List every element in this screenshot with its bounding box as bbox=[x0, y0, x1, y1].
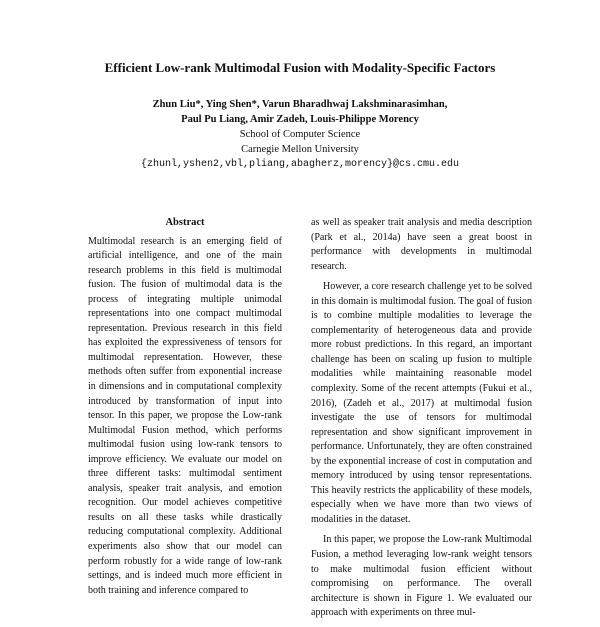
author-block bbox=[40, 97, 560, 172]
author-emails: {zhunl,yshen2,vbl,pliang,abagherz,morency}@cs.cmu.edu bbox=[140, 159, 460, 170]
affiliation-line-1: School of Computer Science bbox=[239, 129, 361, 140]
left-column bbox=[88, 216, 282, 598]
intro-paragraph-3: In this paper, we propose the Low-rank Multimodal Fusion, a method leveraging low-rank weight tensors to make multimodal fusion efficient without compromising on performance. The overall architecture is shown in Figure 1. We evaluated our approach with experiments on three mul- bbox=[311, 534, 532, 619]
intro-paragraph-1: as well as speaker trait analysis and media description (Park et al., 2014a) have seen a great boost in performance with developments in multimodal research. bbox=[311, 217, 532, 272]
abstract-body: Multimodal research is an emerging field of artificial intelligence, and one of the main research problems in this field is multimodal fusion. The fusion of multimodal data is the process of integrating multiple unimodal representations into one compact multimodal representation. Previous research in this field has exploited the expressiveness of tensors for multimodal representation. However, these methods often suffer from exponential increase in dimensions and in computational complexity introduced by transformation of input into tensor. In this paper, we propose the Low-rank Multimodal Fusion method, which performs multimodal fusion using low-rank tensors to improve efficiency. We evaluate our model on three different tasks: multimodal sentiment analysis, speaker trait analysis, and emotion recognition. Our model achieves competitive results on all these tasks while drastically reducing computational complexity. Additional experiments also show that our model can perform robustly for a wide range of low-rank settings, and is indeed much more efficient in both training and inference compared to bbox=[88, 235, 282, 596]
intro-paragraph-2: However, a core research challenge yet to be solved in this domain is multimodal fusion. The goal of fusion is to combine multiple modalities to leverage the complementarity of heterogeneous data and provide more robust predictions. In this regard, an important challenge has been on scaling up fusion to multiple modalities while maintaining reasonable model complexity. Some of the recent attempts (Fukui et al., 2016), (Zadeh et al., 2017) at multimodal fusion investigate the use of tensors for multimodal representation and show significant improvement in performance. Unfortunately, they are often constrained by the exponential increase of cost in computation and memory introduced by using tensor representations. This heavily restricts the applicability of these models, especially when we have more than two views of modalities in the dataset. bbox=[311, 281, 532, 525]
authors-line-1: Zhun Liu*, Ying Shen*, Varun Bharadhwaj Lakshminarasimhan, bbox=[152, 99, 448, 110]
authors-line-2: Paul Pu Liang, Amir Zadeh, Louis-Philippe Morency bbox=[181, 114, 419, 125]
affiliation-line-2: Carnegie Mellon University bbox=[241, 144, 359, 155]
abstract-heading: Abstract bbox=[165, 217, 205, 228]
paper-title: Efficient Low-rank Multimodal Fusion with Modality-Specific Factors bbox=[104, 60, 496, 75]
right-column bbox=[311, 216, 532, 627]
